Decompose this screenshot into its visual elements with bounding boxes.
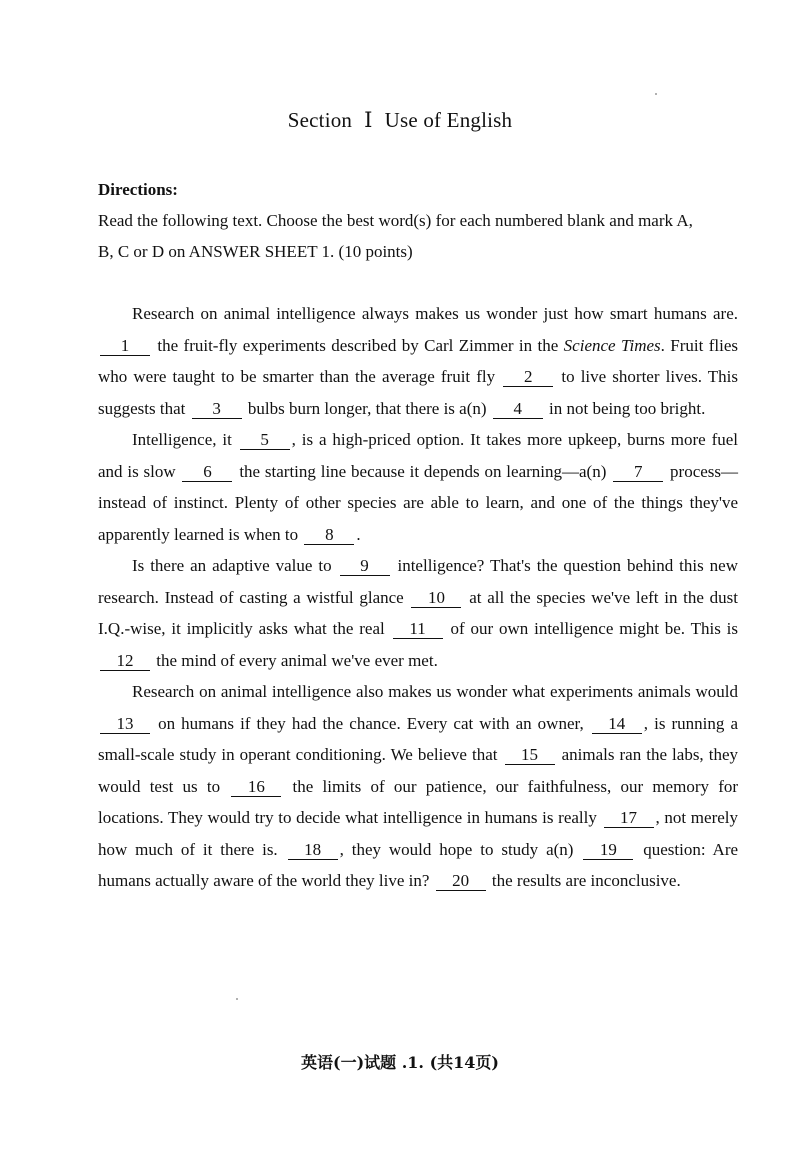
blank-17: 17 [604, 809, 654, 828]
paragraph-4 [98, 676, 738, 897]
p2-text-b: , is a high-priced option. It takes more upkeep, burns more fuel and is slow [98, 430, 738, 481]
p2-text-a: Intelligence, it [132, 430, 232, 449]
blank-8: 8 [304, 526, 354, 545]
paragraph-1 [98, 298, 738, 424]
p4-text-e: the limits of our patience, our faithfulness, our memory for locations. They would try to decide what intelligence in humans is really [98, 776, 739, 827]
p3-text-a: Is there an adaptive value to [132, 556, 332, 575]
blank-11: 11 [393, 620, 443, 639]
p1-text-e: bulbs burn longer, that there is a(n) [247, 398, 487, 418]
p4-text-g: , they would hope to study a(n) [339, 839, 574, 859]
paragraph-3 [98, 550, 738, 676]
directions-colon: : [172, 180, 178, 199]
blank-5: 5 [240, 431, 290, 450]
p4-text-d: animals ran the labs, they would test us to [98, 745, 738, 796]
blank-18: 18 [288, 841, 338, 860]
p3-text-e: the mind of every animal we've ever met. [156, 650, 438, 670]
p2-text-d: process—instead of instinct. Plenty of other species are able to learn, and one of the things they've apparently learned is when to [98, 461, 739, 544]
blank-3: 3 [192, 400, 242, 419]
blank-15: 15 [505, 746, 555, 765]
blank-7: 7 [613, 463, 663, 482]
section-name: Use of English [384, 108, 513, 132]
blank-1: 1 [100, 337, 150, 356]
p3-text-d: of our own intelligence might be. This is [450, 619, 739, 638]
p3-text-c: at all the species we've left in the dust I.Q.-wise, it implicitly asks what the real [98, 587, 739, 638]
p1-publication-title: Science Times [563, 335, 661, 355]
p1-text-b: the fruit-fly experiments described by Carl Zimmer in the [157, 335, 559, 355]
passage [98, 298, 738, 897]
section-prefix: Section [287, 108, 353, 132]
blank-19: 19 [583, 841, 633, 860]
scan-speck [236, 998, 238, 1000]
p1-text-c: . Fruit flies who were taught to be smarter than the average fruit fly [98, 335, 738, 386]
p4-text-h: question: Are humans actually aware of the world they live in? [98, 839, 739, 890]
directions-block [98, 174, 738, 267]
paragraph-2 [98, 424, 738, 550]
p2-text-c: the starting line because it depends on learning—a(n) [239, 461, 607, 481]
blank-6: 6 [182, 463, 232, 482]
blank-4: 4 [493, 400, 543, 419]
p4-text-c: , is running a small-scale study in operant conditioning. We believe that [98, 713, 738, 764]
p1-text-f: in not being too bright. [549, 398, 706, 418]
scan-speck [655, 93, 657, 95]
p4-text-f: , not merely how much of it there is. [98, 808, 739, 859]
blank-16: 16 [231, 778, 281, 797]
blank-12: 12 [100, 652, 150, 671]
blank-10: 10 [411, 589, 461, 608]
p4-text-b: on humans if they had the chance. Every cat with an owner, [158, 713, 584, 733]
directions-label: Directions [98, 180, 173, 199]
p3-text-b: intelligence? That's the question behind this new research. Instead of casting a wistful glance [98, 556, 738, 607]
blank-13: 13 [100, 715, 150, 734]
p4-text-i: the results are inconclusive. [491, 871, 681, 890]
blank-9: 9 [340, 557, 390, 576]
blank-2: 2 [503, 368, 553, 387]
p4-text-a: Research on animal intelligence also makes us wonder what experiments animals would [132, 682, 738, 701]
directions-line-1: Read the following text. Choose the best word(s) for each numbered blank and mark A, [98, 211, 693, 230]
section-numeral: Ⅰ [364, 108, 373, 132]
blank-20: 20 [436, 872, 486, 891]
directions-line-2: B, C or D on ANSWER SHEET 1. (10 points) [98, 242, 413, 261]
blank-14: 14 [592, 715, 642, 734]
p1-text-a: Research on animal intelligence always makes us wonder just how smart humans are. [132, 304, 738, 323]
section-title [0, 108, 800, 133]
p1-text-d: to live shorter lives. This suggests that [98, 367, 738, 418]
page-footer: 英语(一)试题 .1. (共14页) [301, 1053, 499, 1072]
p2-text-e: . [356, 524, 361, 544]
